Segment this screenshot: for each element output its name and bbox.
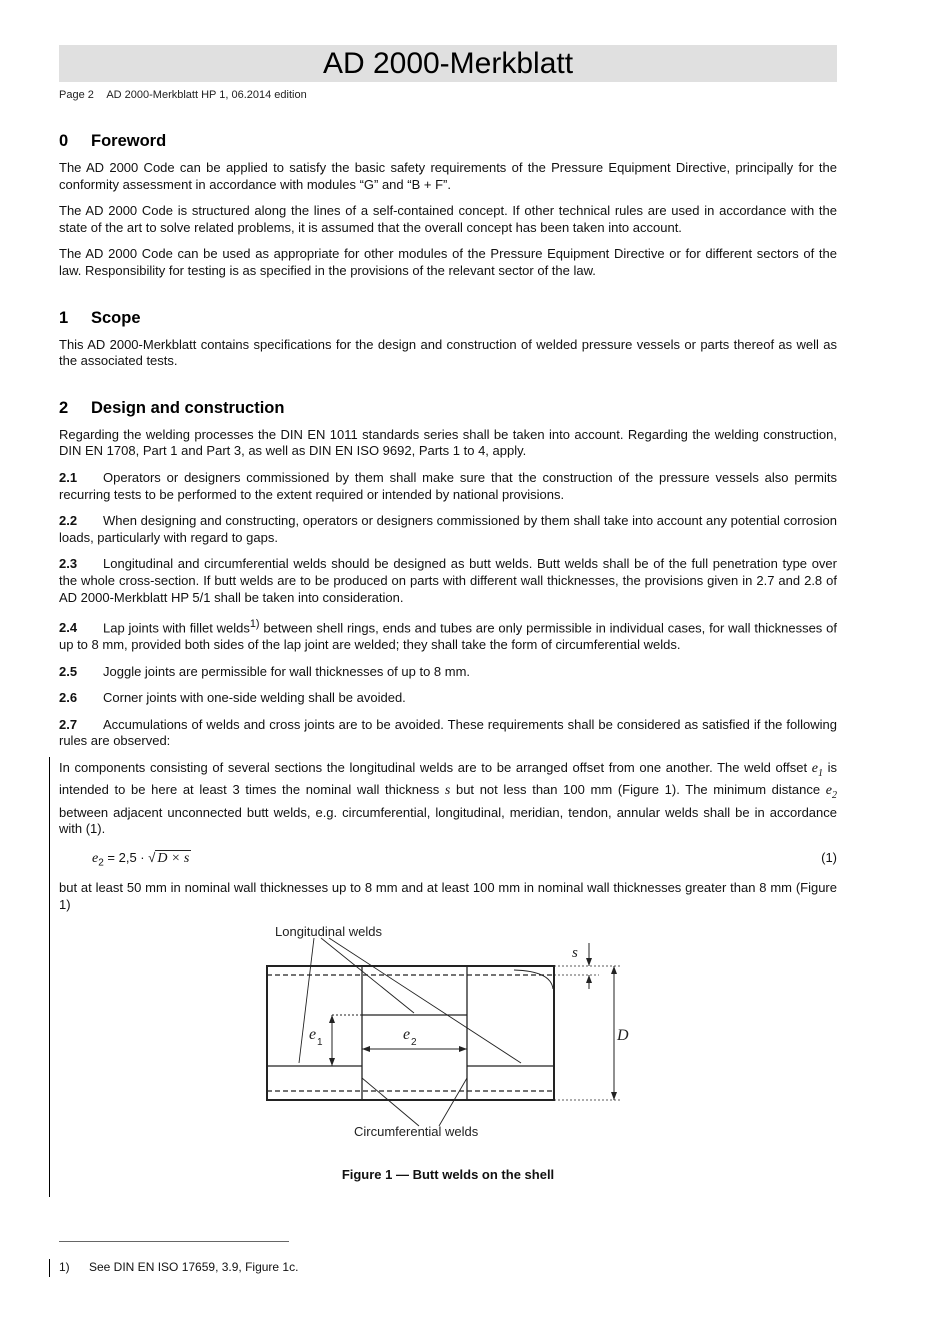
clause-2-5 bbox=[59, 664, 837, 681]
clause-number: 2.4 bbox=[59, 620, 78, 636]
clause-text: Lap joints with fillet welds bbox=[103, 620, 250, 636]
section-number: 0 bbox=[59, 132, 69, 150]
label-e1: e bbox=[309, 1026, 317, 1044]
label-e2-subscript: 2 bbox=[411, 1037, 417, 1049]
clause-text: Corner joints with one-side welding shall be avoided. bbox=[103, 690, 406, 706]
clause-number: 2.6 bbox=[59, 690, 78, 706]
clause-2-7-weld-offset-paragraph bbox=[59, 760, 837, 838]
symbol-s: s bbox=[444, 783, 451, 799]
formula-symbol: e bbox=[92, 850, 99, 866]
label-circumferential-welds: Circumferential welds bbox=[354, 1124, 479, 1140]
d-arrowhead-top bbox=[611, 966, 617, 974]
s-arrowhead-top bbox=[586, 958, 592, 966]
clause-2-3 bbox=[59, 556, 837, 606]
section-number: 1 bbox=[59, 308, 69, 327]
e2-arrowhead-left bbox=[362, 1046, 370, 1052]
section-heading-scope bbox=[59, 308, 837, 329]
change-bar-footnote bbox=[49, 1259, 50, 1277]
clause-text: Operators or designers commissioned by them shall make sure that the construction of the pressure vessels also permits recurring tests to be performed to the extent required or intended by national provisions. bbox=[59, 469, 837, 502]
formula-1 bbox=[59, 848, 837, 872]
clause-number: 2.2 bbox=[59, 513, 78, 529]
section-heading-foreword bbox=[59, 131, 837, 152]
design-intro-paragraph: Regarding the welding processes the DIN EN 1011 standards series shall be taken into account. Regarding the welding construction, DIN EN 1708, Part 1 and Part 3, as well as DIN EN ISO 9692, Parts 1 to 4, apply. bbox=[59, 426, 837, 459]
equation-number: (1) bbox=[821, 849, 837, 865]
clause-text: Longitudinal and circumferential welds should be designed as butt welds. Butt welds shall be of the full penetration type over the whole cross-section. If butt welds are to be produced on parts with different wall thicknesses, the provisions given in 2.7 and 2.8 of AD 2000-Merkblatt HP 5/1 shall be taken into consideration. bbox=[59, 556, 837, 605]
clause-number: 2.5 bbox=[59, 663, 78, 679]
formula-radicand: D × s bbox=[157, 850, 190, 866]
section-title: Scope bbox=[91, 308, 141, 327]
s-leader-curve bbox=[514, 970, 553, 989]
text-run: is intended to be here at least 3 times the nominal wall thickness bbox=[59, 759, 838, 798]
e1-arrowhead-bottom bbox=[329, 1058, 335, 1066]
symbol-subscript: 2 bbox=[831, 790, 837, 802]
e1-arrowhead-top bbox=[329, 1015, 335, 1023]
symbol-e1 bbox=[811, 760, 823, 779]
figure-caption: Figure 1 — Butt welds on the shell bbox=[341, 1167, 555, 1183]
clause-text: Accumulations of welds and cross joints are to be avoided. These requirements shall be considered as satisfied if the following rules are observed: bbox=[59, 716, 837, 749]
label-longitudinal-welds: Longitudinal welds bbox=[275, 924, 382, 940]
symbol-letter: e bbox=[825, 783, 832, 799]
label-e2: e bbox=[403, 1026, 411, 1044]
label-s: s bbox=[572, 945, 578, 962]
section-number: 2 bbox=[59, 398, 69, 417]
butt-weld-diagram bbox=[59, 923, 837, 1155]
formula-subscript: 2 bbox=[98, 857, 104, 869]
clause-2-2 bbox=[59, 513, 837, 546]
clause-text-cont: between shell rings, ends and tubes are only permissible in individual cases, for wall thicknesses of up to 8 mm, provided both sides of the lap joint are welded; they shall take the form of circumferential welds. bbox=[59, 620, 837, 653]
change-bar bbox=[49, 757, 50, 1197]
leader-circ-2 bbox=[439, 1078, 467, 1126]
symbol-letter: e bbox=[811, 760, 818, 776]
formula-expression bbox=[92, 850, 191, 869]
leader-circ-1 bbox=[362, 1078, 419, 1126]
footnote-rule bbox=[59, 1241, 289, 1242]
symbol-subscript: 1 bbox=[817, 767, 823, 779]
label-D: D bbox=[617, 1027, 629, 1045]
after-formula-paragraph: but at least 50 mm in nominal wall thicknesses up to 8 mm and at least 100 mm in nominal wall thicknesses greater than 8 mm (Figure 1) bbox=[59, 879, 837, 912]
page-number: Page 2 bbox=[59, 89, 94, 101]
formula-operator: = 2,5 · √ bbox=[103, 849, 156, 865]
text-run: but not less than 100 mm (Figure 1). The minimum distance bbox=[450, 782, 826, 798]
page-meta bbox=[59, 89, 307, 101]
d-arrowhead-bottom bbox=[611, 1092, 617, 1100]
figure-1 bbox=[59, 923, 837, 1155]
leader-long-1 bbox=[299, 938, 317, 1063]
e2-arrowhead-right bbox=[459, 1046, 467, 1052]
section-heading-design bbox=[59, 398, 837, 419]
foreword-paragraph-2: The AD 2000 Code is structured along the lines of a self-contained concept. If other technical rules are used in accordance with the state of the art to solve related problems, it is assumed that the overall concept has been taken into account. bbox=[59, 203, 837, 235]
footnote-text: See DIN EN ISO 17659, 3.9, Figure 1c. bbox=[89, 1260, 299, 1274]
section-title: Design and construction bbox=[91, 398, 285, 417]
leader-long-3 bbox=[329, 938, 521, 1063]
clause-number: 2.1 bbox=[59, 469, 78, 485]
clause-text: When designing and constructing, operators or designers commissioned by them shall take into account any potential corrosion loads, particularly with regard to gaps. bbox=[59, 513, 837, 545]
label-e1-subscript: 1 bbox=[317, 1037, 323, 1049]
section-title: Foreword bbox=[91, 132, 167, 150]
clause-2-7 bbox=[59, 717, 837, 750]
footnote-mark: 1) bbox=[59, 1260, 70, 1274]
footnote-reference: 1) bbox=[249, 618, 260, 631]
document-title-banner: AD 2000-Merkblatt bbox=[59, 45, 837, 82]
clause-2-1 bbox=[59, 470, 837, 503]
clause-2-4 bbox=[59, 616, 837, 654]
clause-number: 2.7 bbox=[59, 716, 78, 732]
footnote bbox=[59, 1260, 298, 1274]
text-run: between adjacent unconnected butt welds, e.g. circumferential, longitudinal, meridian, tendon, annular welds shall be in accordance with (1). bbox=[59, 804, 837, 837]
clause-text: Joggle joints are permissible for wall thicknesses of up to 8 mm. bbox=[103, 663, 471, 679]
page-content bbox=[59, 131, 837, 1182]
edition-label: AD 2000-Merkblatt HP 1, 06.2014 edition bbox=[106, 89, 307, 101]
text-run: In components consisting of several sections the longitudinal welds are to be arranged offset from one another. The weld offset bbox=[59, 759, 812, 775]
foreword-paragraph-1: The AD 2000 Code can be applied to satisfy the basic safety requirements of the Pressure Equipment Directive, principally for the conformity assessment in accordance with modules “G” and “B + F”. bbox=[59, 160, 837, 192]
clause-number: 2.3 bbox=[59, 556, 78, 572]
symbol-e2 bbox=[825, 783, 837, 802]
foreword-paragraph-3: The AD 2000 Code can be used as appropriate for other modules of the Pressure Equipment Directive or for different sectors of the law. Responsibility for testing is as specified in the provisions of the relevant sector of the law. bbox=[59, 246, 837, 278]
scope-paragraph: This AD 2000-Merkblatt contains specifications for the design and construction of welded pressure vessels or parts thereof as well as the associated tests. bbox=[59, 336, 837, 369]
clause-2-6 bbox=[59, 690, 837, 707]
s-arrowhead-bottom bbox=[586, 975, 592, 983]
